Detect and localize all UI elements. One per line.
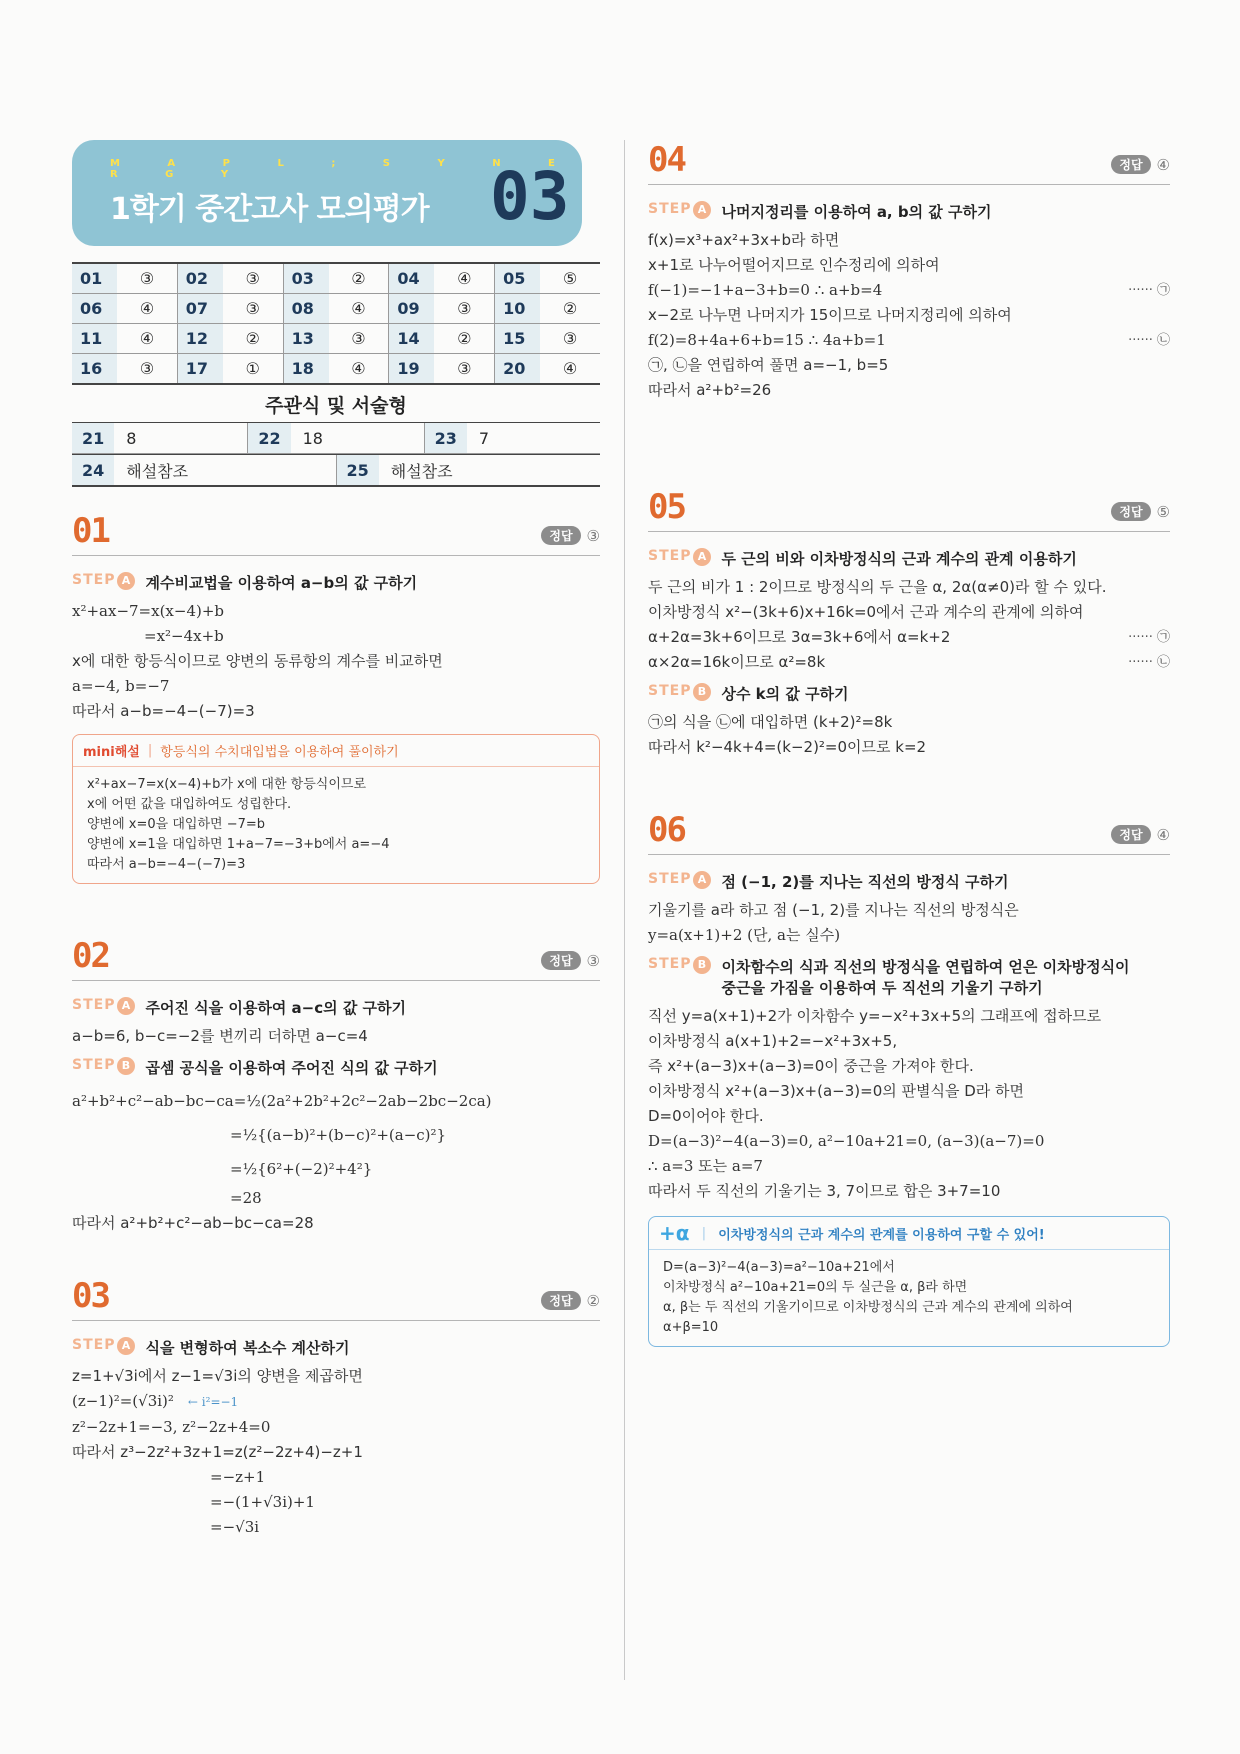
question-number: 02 xyxy=(177,263,223,294)
equation-marker: ······ ㉠ xyxy=(1128,283,1170,298)
answer-row xyxy=(72,294,600,324)
subjective-row xyxy=(72,422,600,454)
solution-line: 따라서 두 직선의 기울기는 3, 7이므로 합은 3+7=10 xyxy=(648,1182,1001,1200)
answer-value: ④ xyxy=(434,263,494,294)
question-number: 04 xyxy=(389,263,435,294)
question-number: 15 xyxy=(495,324,541,354)
step-title: 곱셈 공식을 이용하여 주어진 식의 값 구하기 xyxy=(145,1059,438,1077)
solution-line: f(2)=8+4a+6+b=15 ∴ 4a+b=1 ······ ㉡ xyxy=(648,328,1170,353)
answer-label: 정답 xyxy=(541,1291,580,1310)
answer-value: ④ xyxy=(1156,825,1170,844)
solution-line: a=−4, b=−7 xyxy=(72,677,170,695)
answer-row xyxy=(72,324,600,354)
answer-label: 정답 xyxy=(541,951,580,970)
plus-line: 이차방정식 a²−10a+21=0의 두 실근을 α, β라 하면 xyxy=(663,1280,968,1295)
answer-label: 정답 xyxy=(1111,502,1150,521)
solution-line: z²−2z+1=−3, z²−2z+4=0 xyxy=(72,1418,271,1436)
solution-line: 직선 y=a(x+1)+2가 이차함수 y=−x²+3x+5의 그래프에 접하므로 xyxy=(648,1007,1102,1025)
exam-title: 1학기 중간고사 모의평가 xyxy=(110,192,429,227)
step-header xyxy=(72,572,600,593)
subjective-answers xyxy=(72,422,600,487)
step-title: 식을 변형하여 복소수 계산하기 xyxy=(145,1339,350,1357)
solution-line: =−√3i xyxy=(210,1518,260,1536)
solution-line: =−z+1 xyxy=(210,1468,266,1486)
problem-number: 05 xyxy=(648,487,685,527)
mini-title: 항등식의 수치대입법을 이용하여 풀이하기 xyxy=(160,745,399,760)
problem-02 xyxy=(72,936,600,1236)
question-number: 05 xyxy=(495,263,541,294)
solution-line: =½{(a−b)²+(b−c)²+(a−c)²} xyxy=(230,1126,447,1144)
step-header xyxy=(72,1057,600,1078)
answer-value: ③ xyxy=(223,294,283,324)
answer-value: ③ xyxy=(329,324,389,354)
solution-line: 이차방정식 a(x+1)+2=−x²+3x+5, xyxy=(648,1032,898,1050)
answer-value: ③ xyxy=(434,354,494,385)
solution-line: (z−1)²=(√3i)² ← i²=−1 xyxy=(72,1392,239,1410)
answer-row xyxy=(72,354,600,385)
solution-line: 따라서 a²+b²+c²−ab−bc−ca=28 xyxy=(72,1214,314,1232)
answer-value: 8 xyxy=(126,428,137,448)
question-number: 23 xyxy=(425,423,467,453)
question-number: 21 xyxy=(72,423,114,453)
step-header xyxy=(648,201,1170,222)
solution-line: f(x)=x³+ax²+3x+b라 하면 xyxy=(648,231,840,249)
step-header xyxy=(648,956,1170,998)
solution-line: 이차방정식 x²+(a−3)x+(a−3)=0의 판별식을 D라 하면 xyxy=(648,1082,1025,1100)
solution-line: 즉 x²+(a−3)x+(a−3)=0이 중근을 가져야 한다. xyxy=(648,1057,974,1075)
step-header xyxy=(648,683,1170,704)
solution-line: =x²−4x+b xyxy=(144,627,224,645)
answer-value: ③ xyxy=(434,294,494,324)
plus-title: 이차방정식의 근과 계수의 관계를 이용하여 구할 수 있어! xyxy=(718,1227,1045,1243)
question-number: 18 xyxy=(283,354,329,385)
solution-line: ㉠, ㉡을 연립하여 풀면 a=−1, b=5 xyxy=(648,356,889,374)
question-number: 16 xyxy=(72,354,117,385)
question-number: 11 xyxy=(72,324,117,354)
step-badge: STEP A xyxy=(648,201,711,219)
solution-line: x에 대한 항등식이므로 양변의 동류항의 계수를 비교하면 xyxy=(72,652,443,670)
answer-label: 정답 xyxy=(1111,155,1150,174)
problem-number: 02 xyxy=(72,936,109,976)
solution-line: ∴ a=3 또는 a=7 xyxy=(648,1157,763,1175)
step-title: 나머지정리를 이용하여 a, b의 값 구하기 xyxy=(721,203,992,221)
question-number: 09 xyxy=(389,294,435,324)
answer-grid xyxy=(72,262,600,385)
question-number: 17 xyxy=(177,354,223,385)
step-header xyxy=(648,871,1170,892)
mini-line: 양변에 x=0을 대입하면 −7=b xyxy=(87,817,266,832)
solution-line: f(−1)=−1+a−3+b=0 ∴ a+b=4 ······ ㉠ xyxy=(648,278,1170,303)
solution-line: 이차방정식 x²−(3k+6)x+16k=0에서 근과 계수의 관계에 의하여 xyxy=(648,603,1084,621)
equation-marker: ······ ㉠ xyxy=(1128,630,1170,645)
solution-line: D=(a−3)²−4(a−3)=0, a²−10a+21=0, (a−3)(a−7)=0 xyxy=(648,1132,1045,1150)
answer-value: ④ xyxy=(117,324,177,354)
left-column xyxy=(72,140,600,1540)
plus-line: D=(a−3)²−4(a−3)=a²−10a+21에서 xyxy=(663,1260,895,1275)
step-badge: STEP A xyxy=(72,1337,135,1355)
mini-label: mini해설 xyxy=(83,745,140,760)
solution-line: α×2α=16k이므로 α²=8k ······ ㉡ xyxy=(648,650,1170,675)
step-title: 점 (−1, 2)를 지나는 직선의 방정식 구하기 xyxy=(721,873,1009,891)
subjective-row xyxy=(72,454,600,487)
answer-value: ④ xyxy=(329,294,389,324)
step-title: 주어진 식을 이용하여 a−c의 값 구하기 xyxy=(145,999,407,1017)
solution-line: x+1로 나누어떨어지므로 인수정리에 의하여 xyxy=(648,256,940,274)
answer-value: ④ xyxy=(329,354,389,385)
solution-line: a−b=6, b−c=−2를 변끼리 더하면 a−c=4 xyxy=(72,1027,368,1045)
question-number: 08 xyxy=(283,294,329,324)
answer-value: ② xyxy=(586,1291,600,1310)
solution-line: 따라서 a−b=−4−(−7)=3 xyxy=(72,702,255,720)
answer-value: 7 xyxy=(478,428,490,448)
plus-line: α, β는 두 직선의 기울기이므로 이차방정식의 근과 계수의 관계에 의하여 xyxy=(663,1300,1073,1315)
step-title: 두 근의 비와 이차방정식의 근과 계수의 관계 이용하기 xyxy=(721,550,1077,568)
answer-value: ③ xyxy=(117,263,177,294)
problem-05 xyxy=(648,487,1170,760)
solution-line: z=1+√3i에서 z−1=√3i의 양변을 제곱하면 xyxy=(72,1367,363,1385)
column-divider xyxy=(624,140,625,1680)
problem-01 xyxy=(72,511,600,884)
step-header xyxy=(72,997,600,1018)
solution-line: D=0이어야 한다. xyxy=(648,1107,764,1125)
solution-line: 두 근의 비가 1 : 2이므로 방정식의 두 근을 α, 2α(α≠0)라 할 수 있다. xyxy=(648,578,1107,596)
answer-tag xyxy=(541,526,600,545)
plus-line: α+β=10 xyxy=(663,1320,719,1335)
solution-line: ㉠의 식을 ㉡에 대입하면 (k+2)²=8k xyxy=(648,713,893,731)
solution-line: a²+b²+c²−ab−bc−ca=½(2a²+2b²+2c²−2ab−2bc−2ca) xyxy=(72,1092,492,1110)
step-title: 이차함수의 식과 직선의 방정식을 연립하여 얻은 이차방정식이 중근을 가짐을 이용하여 두 직선의 기울기 구하기 xyxy=(721,958,1130,997)
problem-03 xyxy=(72,1276,600,1540)
answer-value: ⑤ xyxy=(540,263,600,294)
answer-value: ④ xyxy=(117,294,177,324)
answer-value: ② xyxy=(434,324,494,354)
answer-tag xyxy=(541,951,600,970)
solution-line: =28 xyxy=(230,1189,262,1207)
solution-line: 따라서 z³−2z²+3z+1=z(z²−2z+4)−z+1 xyxy=(72,1443,363,1461)
subjective-title: 주관식 및 서술형 xyxy=(265,395,407,417)
answer-value: ③ xyxy=(586,951,600,970)
problem-number: 03 xyxy=(72,1276,109,1316)
question-number: 03 xyxy=(283,263,329,294)
answer-value: ② xyxy=(223,324,283,354)
solution-line: =½{6²+(−2)²+4²} xyxy=(230,1160,373,1178)
step-badge: STEP A xyxy=(648,548,711,566)
step-badge: STEP B xyxy=(72,1057,135,1075)
problem-number: 04 xyxy=(648,140,685,180)
question-number: 12 xyxy=(177,324,223,354)
exam-number: 03 xyxy=(490,158,570,235)
solution-line: α+2α=3k+6이므로 3α=3k+6에서 α=k+2 ······ ㉠ xyxy=(648,625,1170,650)
step-badge: STEP A xyxy=(72,997,135,1015)
question-number: 24 xyxy=(72,455,114,485)
question-number: 10 xyxy=(495,294,541,324)
answer-label: 정답 xyxy=(541,526,580,545)
answer-tag xyxy=(1111,502,1170,521)
answer-row xyxy=(72,263,600,294)
answer-value: ③ xyxy=(586,526,600,545)
step-badge: STEP A xyxy=(72,572,135,590)
answer-value: ③ xyxy=(223,263,283,294)
problem-06 xyxy=(648,810,1170,1347)
answer-value: ④ xyxy=(1156,155,1170,174)
mini-line: 따라서 a−b=−4−(−7)=3 xyxy=(87,857,246,872)
hint-annotation: ← i²=−1 xyxy=(187,1395,239,1409)
step-title: 계수비교법을 이용하여 a−b의 값 구하기 xyxy=(145,574,418,592)
step-badge: STEP A xyxy=(648,871,711,889)
mini-line: x에 어떤 값을 대입하여도 성립한다. xyxy=(87,797,292,812)
answer-value: 해설참조 xyxy=(126,461,189,481)
solution-line: x−2로 나누면 나머지가 15이므로 나머지정리에 의하여 xyxy=(648,306,1012,324)
equation-marker: ······ ㉡ xyxy=(1128,655,1170,670)
answer-value: 해설참조 xyxy=(390,461,453,481)
question-number: 20 xyxy=(495,354,541,385)
mini-explanation-box: mini해설 | 항등식의 수치대입법을 이용하여 풀이하기 x²+ax−7=x(x−4)+b가 x에 대한 항등식이므로 x에 어떤 값을 대입하여도 성립한다. 양변에 x=0을 대입하면 −7=b 양변에 x=1을 대입하면 1+a−7=−3+b에서 a=−4 따라서 a−b=−4−(−7)=3 xyxy=(72,734,600,884)
question-number: 13 xyxy=(283,324,329,354)
question-number: 01 xyxy=(72,263,117,294)
question-number: 07 xyxy=(177,294,223,324)
step-title: 상수 k의 값 구하기 xyxy=(721,685,849,703)
right-column xyxy=(648,140,1170,1347)
answer-value: 18 xyxy=(302,428,323,448)
series-name: M A P L ; S Y N E R G Y xyxy=(110,158,577,180)
question-number: 06 xyxy=(72,294,117,324)
mini-line: 양변에 x=1을 대입하면 1+a−7=−3+b에서 a=−4 xyxy=(87,837,390,852)
step-badge: STEP B xyxy=(648,683,711,701)
exam-banner xyxy=(72,140,600,246)
answer-value: ① xyxy=(223,354,283,385)
equation-marker: ······ ㉡ xyxy=(1128,333,1170,348)
answer-value: ② xyxy=(540,294,600,324)
mini-line: x²+ax−7=x(x−4)+b가 x에 대한 항등식이므로 xyxy=(87,777,367,792)
step-header xyxy=(648,548,1170,569)
solution-line: x²+ax−7=x(x−4)+b xyxy=(72,602,225,620)
plus-alpha-box: +α | 이차방정식의 근과 계수의 관계를 이용하여 구할 수 있어! D=(a−3)²−4(a−3)=a²−10a+21에서 이차방정식 a²−10a+21=0의 두 실근을 α, β라 하면 α, β는 두 직선의 기울기이므로 이차방정식의 근과 계수의 관계에 의하여 α+β=10 xyxy=(648,1216,1170,1347)
problem-04 xyxy=(648,140,1170,403)
solution-line: =−(1+√3i)+1 xyxy=(210,1493,315,1511)
question-number: 14 xyxy=(389,324,435,354)
answer-value: ③ xyxy=(117,354,177,385)
problem-number: 01 xyxy=(72,511,109,551)
solution-line: 따라서 k²−4k+4=(k−2)²=0이므로 k=2 xyxy=(648,738,927,756)
question-number: 22 xyxy=(248,423,290,453)
question-number: 19 xyxy=(389,354,435,385)
answer-label: 정답 xyxy=(1111,825,1150,844)
answer-value: ④ xyxy=(540,354,600,385)
question-number: 25 xyxy=(337,455,379,485)
solution-line: y=a(x+1)+2 (단, a는 실수) xyxy=(648,926,841,944)
step-badge: STEP B xyxy=(648,956,711,974)
plus-alpha-icon: +α xyxy=(659,1221,690,1245)
problem-number: 06 xyxy=(648,810,685,850)
answer-tag xyxy=(1111,155,1170,174)
answer-value: ⑤ xyxy=(1156,502,1170,521)
answer-value: ③ xyxy=(540,324,600,354)
answer-tag xyxy=(541,1291,600,1310)
answer-value: ② xyxy=(329,263,389,294)
step-header xyxy=(72,1337,600,1358)
solution-line: 기울기를 a라 하고 점 (−1, 2)를 지나는 직선의 방정식은 xyxy=(648,901,1019,919)
answer-tag xyxy=(1111,825,1170,844)
solution-line: 따라서 a²+b²=26 xyxy=(648,381,772,399)
